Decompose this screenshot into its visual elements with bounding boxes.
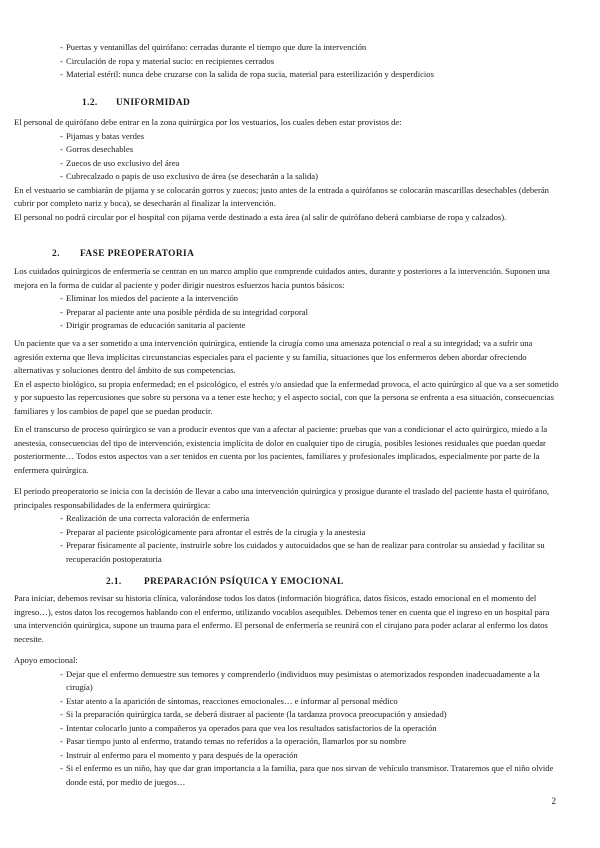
list-item: - Instruir al enfermo para el momento y para después de la operación [14,749,562,763]
paragraph: En el transcurso de proceso quirúrgico se van a producir eventos que van a afectar al paciente: pruebas que van a condicionar el acto quirúrgico, miedo a la anestesia, consecuencias del tipo de intervención, existencia implícita de dolor en cualquier tipo de cirugía, posibles lesiones residuales que puedan quedar posteriormente… Todos estos aspectos van a ser tenidos en cuenta por los pacientes, familiares y profesionales implicados, especialmente por parte de la enfermera quirúrgica. [14,424,548,475]
preop-para-block-1 [14,337,562,418]
list-item: - Si el enfermo es un niño, hay que dar gran importancia a la familia, para que nos sirvan de vehículo transmisor. Trataremos que el niño olvide donde está, por medio de juegos… [14,762,562,789]
list-item: - Pasar tiempo junto al enfermo, tratando temas no referidos a la operación, llamarlos por su nombre [14,735,562,749]
list-item: - Intentar colocarlo junto a compañeros ya operados para que vea los resultados satisfactorios de la operación [14,722,562,736]
list-item: - Dirigir programas de educación sanitaria al paciente [14,319,562,333]
subheading: Apoyo emocional: [14,655,78,665]
preop-resp-list [14,512,562,566]
list-item: - Si la preparación quirúrgica tarda, se deberá distraer al paciente (la tardanza provoca preocupación y ansiedad) [14,708,562,722]
section-heading-2-1 [106,577,344,587]
paragraph: Un paciente que va a ser sometido a una intervención quirúrgica, entiende la cirugía como una amenaza potencial o real a su integridad; va a sufrir una agresión externa que lleva implícitas circunstancias especiales para el paciente y su familia, situaciones que los enfermeros deben abordar ofreciendo alternativas y soluciones dentro del ámbito de sus competencias. [14,338,533,375]
list-item: - Realización de una correcta valoración de enfermería [14,512,562,526]
list-item: - Circulación de ropa y material sucio: en recipientes cerrados [14,55,562,69]
paragraph: Los cuidados quirúrgicos de enfermería se centran en un marco amplio que comprende cuidados antes, durante y posteriores a la intervención. Suponen una mejora en la forma de cuidar al paciente y poder dirigir nuestros esfuerzos hacia puntos básicos: [14,266,550,290]
section-number: 2.1. [106,577,122,587]
uniform-list [14,130,562,184]
section-title: UNIFORMIDAD [116,98,191,108]
list-item: - Zuecos de uso exclusivo del área [14,157,562,171]
preop-intro-block [14,265,562,333]
section-number: 2. [52,249,60,259]
apoyo-block [14,654,562,789]
top-list-block [14,41,562,82]
paragraph: El personal no podrá circular por el hospital con pijama verde destinado a esta área (al salir de quirófano deberá cambiarse de ropa y calzados). [14,211,507,222]
list-item: - Preparar físicamente al paciente, instruirle sobre los cuidados y autocuidados que se han de realizar para controlar su ansiedad y facilitar su recuperación postoperatoria [14,539,562,566]
section-heading-1-2 [82,98,190,108]
list-item: - Gorros desechables [14,143,562,157]
list-item: - Puertas y ventanillas del quirófano: cerradas durante el tiempo que dure la intervención [14,41,562,55]
list-item: - Dejar que el enfermo demuestre sus temores y comprenderlo (individuos muy pesimistas o atemorizados responden inadecuadamente a la cirugía) [14,668,562,695]
list-item: - Cubrecalzado o papis de uso exclusivo de área (se desecharán a la salida) [14,170,562,184]
list-item: - Preparar al paciente psicológicamente para afrontar el estrés de la cirugía y la anestesia [14,526,562,540]
list-item: - Estar atento a la aparición de síntomas, reacciones emocionales… e informar al personal médico [14,695,562,709]
paragraph: El personal de quirófano debe entrar en la zona quirúrgica por los vestuarios, los cuales deben estar provistos de: [14,117,402,127]
page-number: 2 [551,796,556,806]
psych-para-block [14,592,562,646]
preop-list [14,292,562,333]
section-title: FASE PREOPERATORIA [80,249,195,259]
uniform-block [14,116,562,224]
section-title: PREPARACIÓN PSÍQUICA Y EMOCIONAL [144,577,344,587]
top-list [14,41,562,82]
list-item: - Material estéril: nunca debe cruzarse con la salida de ropa sucia, material para esterilización y desperdicios [14,68,562,82]
paragraph: En el vestuario se cambiarán de pijama y se colocarán gorros y zuecos; justo antes de la entrada a quirófanos se colocarán mascarillas desechables (deberán cubrir por completo nariz y boca), se desecharán al finalizar la intervención. [14,184,549,208]
paragraph: El periodo preoperatorio se inicia con la decisión de llevar a cabo una intervención quirúrgica y prosigue durante el traslado del paciente hasta el quirófano, principales responsabilidades de la enfermera quirúrgica: [14,486,550,510]
preop-para-block-3 [14,485,562,566]
paragraph: Para iniciar, debemos revisar su historia clínica, valorándose todos los datos (información biográfica, datos físicos, estado emocional en el momento del ingreso…), estos datos los recogemos hablando con el enfermo, utilizando vocablos asequibles. Debemos tener en cuenta que el ingreso en un hospital para una intervención quirúrgica, supone un trauma para el enfermo. El personal de enfermería se reunirá con el cirujano para poder aclarar al enfermo los datos necesite. [14,593,550,644]
apoyo-list [14,668,562,790]
list-item: - Preparar al paciente ante una posible pérdida de su integridad corporal [14,306,562,320]
section-heading-2 [52,249,194,259]
list-item: - Pijamas y batas verdes [14,130,562,144]
section-number: 1.2. [82,98,98,108]
list-item: - Eliminar los miedos del paciente a la intervención [14,292,562,306]
preop-para-block-2 [14,423,562,477]
paragraph: En el aspecto biológico, su propia enfermedad; en el psicológico, el estrés y/o ansiedad que la enfermedad provoca, el acto quirúrgico al que va a ser sometido y por supuesto las repercusiones que sobre su persona va a tener este hecho; y el aspecto social, con que la persona se enfrenta a esa situación, consecuencias familiares y los cambios de papel que se puedan producir. [14,378,559,416]
